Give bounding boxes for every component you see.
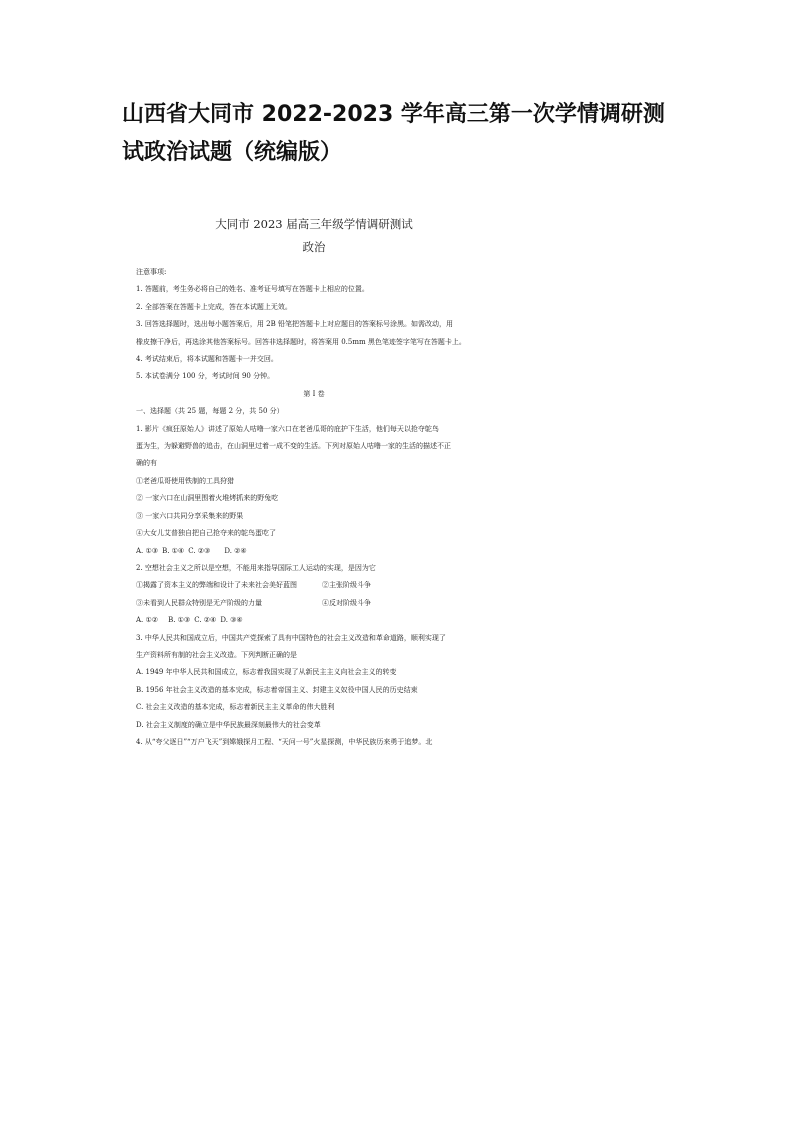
question-1-choice: ③ 一家六口共同分享采集来的野果 bbox=[136, 511, 244, 520]
question-3-option: A. 1949 年中华人民共和国成立，标志着我国实现了从新民主主义向社会主义的转变 bbox=[136, 668, 397, 677]
choice: ④反对阶级斗争 bbox=[322, 598, 371, 607]
question-1-choice: ④大女儿艾普独自把自己抢夺来的鸵鸟蛋吃了 bbox=[136, 529, 276, 538]
choice: ①揭露了资本主义的弊端和设计了未来社会美好蓝图 bbox=[136, 581, 297, 590]
question-3-stem: 生产资料所有制的社会主义改造。下列判断正确的是 bbox=[136, 650, 297, 659]
question-1-choice: ①老爸瓜哥使用铁制的工具狩猎 bbox=[136, 476, 234, 485]
notice-item: 橡皮擦干净后，再选涂其他答案标号。回答非选择题时，将答案用 0.5mm 黑色笔迹签字笔写在答题卡上。 bbox=[136, 337, 466, 346]
document-title bbox=[122, 96, 682, 172]
exam-page bbox=[136, 214, 492, 751]
option: D. ③④ bbox=[220, 616, 243, 625]
option: A. ①② bbox=[136, 616, 159, 625]
notice-item: 2. 全部答案在答题卡上完成，答在本试题上无效。 bbox=[136, 302, 292, 311]
section-heading: 一、选择题（共 25 题，每题 2 分，共 50 分） bbox=[136, 407, 284, 416]
question-4-stem: 4. 从“夸父逐日”“万户飞天”到嫦娥探月工程、“天问一号”火星探测，中华民族历来勇于追梦。北 bbox=[136, 737, 433, 746]
question-3-option: D. 社会主义制度的确立是中华民族最深刻最伟大的社会变革 bbox=[136, 720, 321, 729]
notice-item: 3. 回答选择题时，选出每小题答案后，用 2B 铅笔把答题卡上对应题目的答案标号涂黑。如需改动，用 bbox=[136, 320, 453, 329]
choice: ②主张阶级斗争 bbox=[322, 581, 371, 590]
question-2-stem: 2. 空想社会主义之所以是空想，不能用来指导国际工人运动的实现，是因为它 bbox=[136, 563, 376, 572]
option: C. ②④ bbox=[194, 616, 217, 625]
question-2-choices bbox=[136, 595, 492, 612]
question-2-choices bbox=[136, 577, 492, 594]
question-1-stem: 确的有 bbox=[136, 459, 157, 468]
option: B. ①④ bbox=[162, 546, 185, 555]
exam-subject: 政治 bbox=[302, 240, 326, 254]
option: A. ①③ bbox=[136, 546, 159, 555]
notice-title: 注意事项: bbox=[136, 268, 167, 276]
question-1-stem: 蛋为生，为躲避野兽的追击，在山洞里过着一成不变的生活。下列对原始人咕噜一家的生活的描述不正 bbox=[136, 442, 451, 451]
question-3-option: B. 1956 年社会主义改造的基本完成，标志着帝国主义、封建主义奴役中国人民的历史结束 bbox=[136, 685, 418, 694]
notice-item: 5. 本试卷满分 100 分，考试时间 90 分钟。 bbox=[136, 372, 275, 381]
notice-item: 4. 考试结束后，将本试题和答题卡一并交回。 bbox=[136, 355, 278, 364]
question-2-options bbox=[136, 612, 492, 629]
question-3-stem: 3. 中华人民共和国成立后，中国共产党探索了具有中国特色的社会主义改造和革命道路，顺利实现了 bbox=[136, 633, 446, 642]
volume-label: 第 I 卷 bbox=[303, 389, 325, 398]
question-3-option: C. 社会主义改造的基本完成，标志着新民主主义革命的伟大胜利 bbox=[136, 703, 335, 712]
exam-header: 大同市 2023 届高三年级学情调研测试 bbox=[215, 217, 413, 231]
question-1-options bbox=[136, 543, 492, 560]
option: D. ②④ bbox=[224, 546, 247, 555]
question-1-stem: 1. 影片《疯狂原始人》讲述了原始人咕噜一家六口在老爸瓜哥的庇护下生活，他们每天以抢夺鸵鸟 bbox=[136, 424, 439, 433]
option: C. ②③ bbox=[188, 546, 211, 555]
option: B. ①③ bbox=[168, 616, 191, 625]
question-1-choice: ② 一家六口在山洞里围着火堆烤抓来的野兔吃 bbox=[136, 494, 279, 503]
document-title-line: 试政治试题（统编版） bbox=[122, 140, 343, 165]
notice-item: 1. 答题前，考生务必将自己的姓名、准考证号填写在答题卡上相应的位置。 bbox=[136, 285, 369, 294]
choice: ③未看到人民群众特别是无产阶级的力量 bbox=[136, 598, 262, 607]
document-title-line: 山西省大同市 2022-2023 学年高三第一次学情调研测 bbox=[122, 102, 665, 127]
